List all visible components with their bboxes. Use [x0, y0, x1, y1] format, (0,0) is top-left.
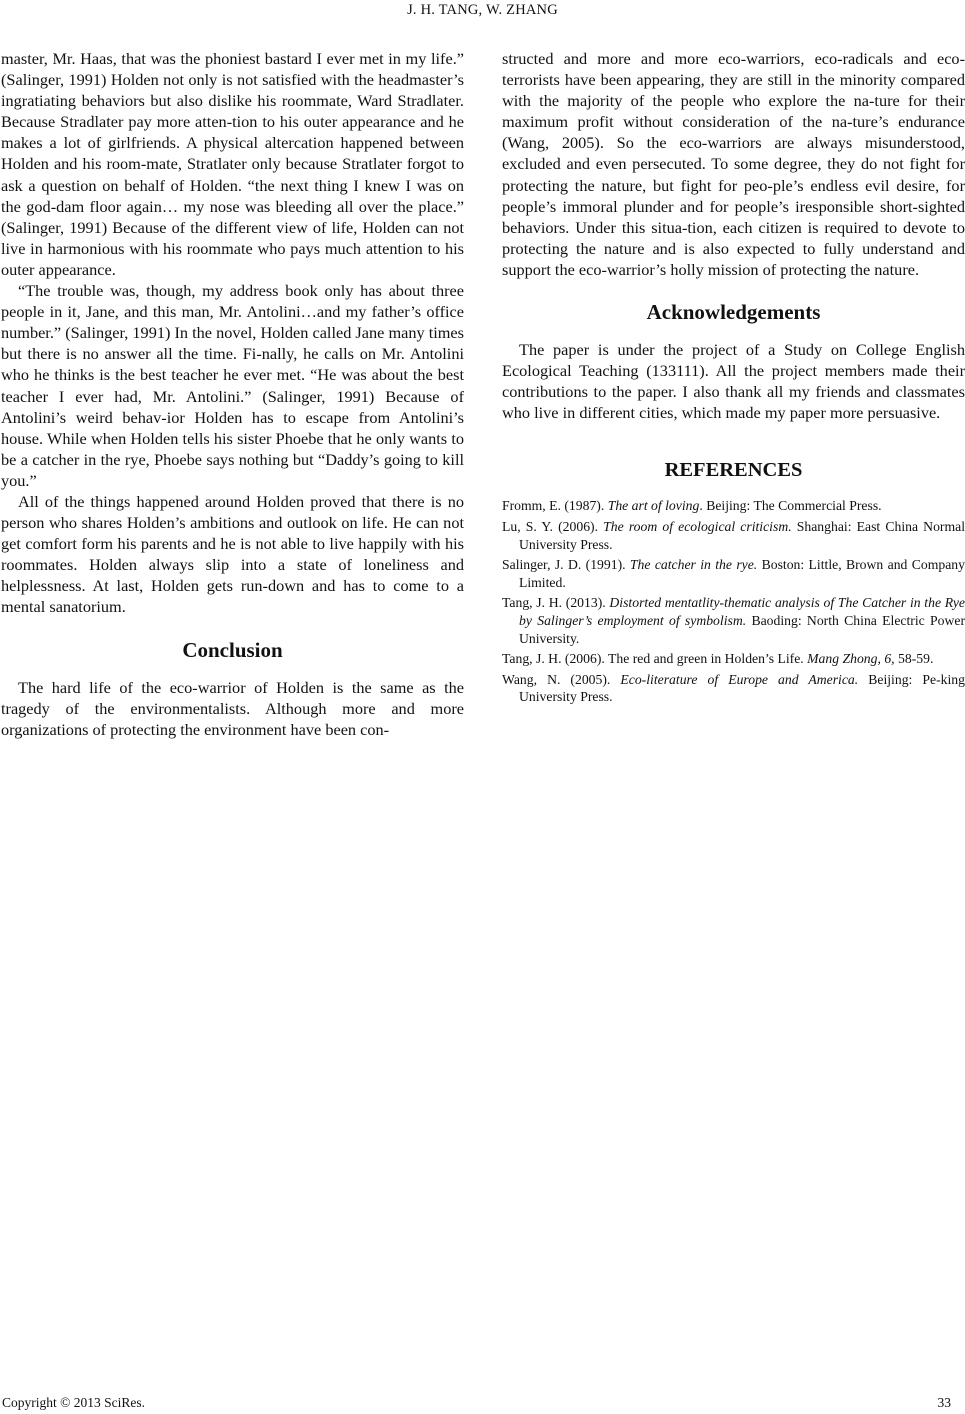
reference-title: The catcher in the rye. — [629, 557, 758, 573]
left-column — [1, 48, 464, 740]
reference-title: The room of ecological criticism. — [603, 519, 792, 534]
reference-item — [502, 650, 965, 668]
reference-authors: Tang, J. H. (2006). The red and green in Holden’s Life. — [502, 651, 808, 667]
reference-item — [502, 497, 965, 515]
reference-title: Distorted mentatlity-thematic analysis of The Catcher in the Rye by Salinger’s employment of symbolism. — [519, 595, 965, 628]
reference-title: Eco-literature of Europe and America. — [620, 671, 859, 687]
reference-authors: Salinger, J. D. (1991). — [502, 557, 630, 573]
copyright-notice: Copyright © 2013 SciRes. — [2, 1395, 146, 1410]
right-column — [502, 48, 965, 709]
reference-item — [502, 556, 965, 591]
reference-authors: Tang, J. H. (2013). — [502, 595, 610, 611]
reference-publisher: Shanghai: East China Normal University Press. — [519, 519, 965, 552]
acknowledgements-paragraph: The paper is under the project of a Study on College English Ecological Teaching (133111). All the project members made their contributions to the paper. I also thank all my friends and classmates who live in different cities, which made my paper more persuasive. — [502, 340, 965, 423]
references-heading: REFERENCES — [664, 459, 803, 482]
body-paragraph: “The trouble was, though, my address book only has about three people in it, Jane, and this man, Mr. Antolini…and my father’s office number.” (Salinger, 1991) In the novel, Holden called Jane many times but there is no answer all the time. Fi-nally, he calls on Mr. Antolini who he thinks is the best teacher he ever met. “He was about the best teacher I ever had, Mr. Antolini.” (Salinger, 1991) Because of Antolini’s weird behav-ior Holden has to escape from Antolini’s house. While when Holden tells his sister Phoebe that he only wants to be a catcher in the rye, Phoebe says nothing but “Daddy’s going to kill you.” — [1, 281, 464, 490]
body-paragraph: master, Mr. Haas, that was the phoniest bastard I ever met in my life.” (Salinger, 1991) Holden not only is not satisfied with the headmaster’s ingratiating behaviors but also dislike his roommate, Ward Stradlater. Because Stradlater pay more atten-tion to his outer appearance and he makes a lot of girlfriends. A physical altercation happened between Holden and his room-mate, Stratlater only because Stratlater forgot to ask a question on behalf of Holden. “the next thing I knew I was on the god-dam floor again… my nose was bleeding all over the place.” (Salinger, 1991) Because of the different view of life, Holden can not live in harmonious with his roommate who pays much attention to his outer appearance. — [1, 49, 464, 279]
page-number: 33 — [937, 1395, 951, 1410]
reference-publisher: 58-59. — [894, 651, 934, 667]
conclusion-paragraph: The hard life of the eco-warrior of Holden is the same as the tragedy of the environmentalists. Although more and more organizations of protecting the environment have been con- — [1, 677, 464, 739]
reference-item — [502, 518, 965, 553]
reference-authors: Wang, N. (2005). — [502, 671, 621, 687]
reference-publisher: Beijing: Pe-king University Press. — [519, 671, 965, 705]
running-head: J. H. TANG, W. ZHANG — [407, 2, 558, 18]
reference-authors: Lu, S. Y. (2006). — [502, 519, 604, 534]
reference-publisher: Boston: Little, Brown and Company Limited. — [519, 557, 965, 590]
reference-publisher: Baoding: North China Electric Power University. — [519, 612, 965, 646]
body-paragraph: structed and more and more eco-warriors, eco-radicals and eco-terrorists have been appearing, they are still in the minority compared with the majority of the people who explore the na-ture for their maximum profit without consideration of the na-ture’s endurance (Wang, 2005). So the eco-warriors are always misunderstood, excluded and even persecuted. To some degree, they do not fight for protecting the nature, but fight for peo-ple’s endless evil desire, for people’s immoral plunder and for people’s iresponsible short-sighted behaviors. Under this situa-tion, each citizen is required to devote to protecting the nature and is also expected to fully understand and support the eco-warrior’s holly mission of protecting the nature. — [502, 49, 965, 279]
acknowledgements-heading: Acknowledgements — [646, 300, 821, 325]
conclusion-heading: Conclusion — [182, 637, 283, 662]
reference-list — [502, 497, 965, 706]
reference-title: Mang Zhong, 6, — [807, 651, 895, 667]
body-paragraph: All of the things happened around Holden proved that there is no person who shares Holden’s ambitions and outlook on life. He can not get comfort form his parents and he is not able to live happily with his roommates. Holden always slip into a state of loneliness and helplessness. At last, Holden gets run-down and has to come to a mental sanatorium. — [1, 491, 464, 617]
reference-item — [502, 671, 965, 706]
reference-authors: Fromm, E. (1987). — [502, 498, 608, 514]
reference-publisher: . Beijing: The Commercial Press. — [699, 498, 882, 514]
reference-title: The art of loving — [607, 498, 700, 514]
reference-item — [502, 594, 965, 647]
